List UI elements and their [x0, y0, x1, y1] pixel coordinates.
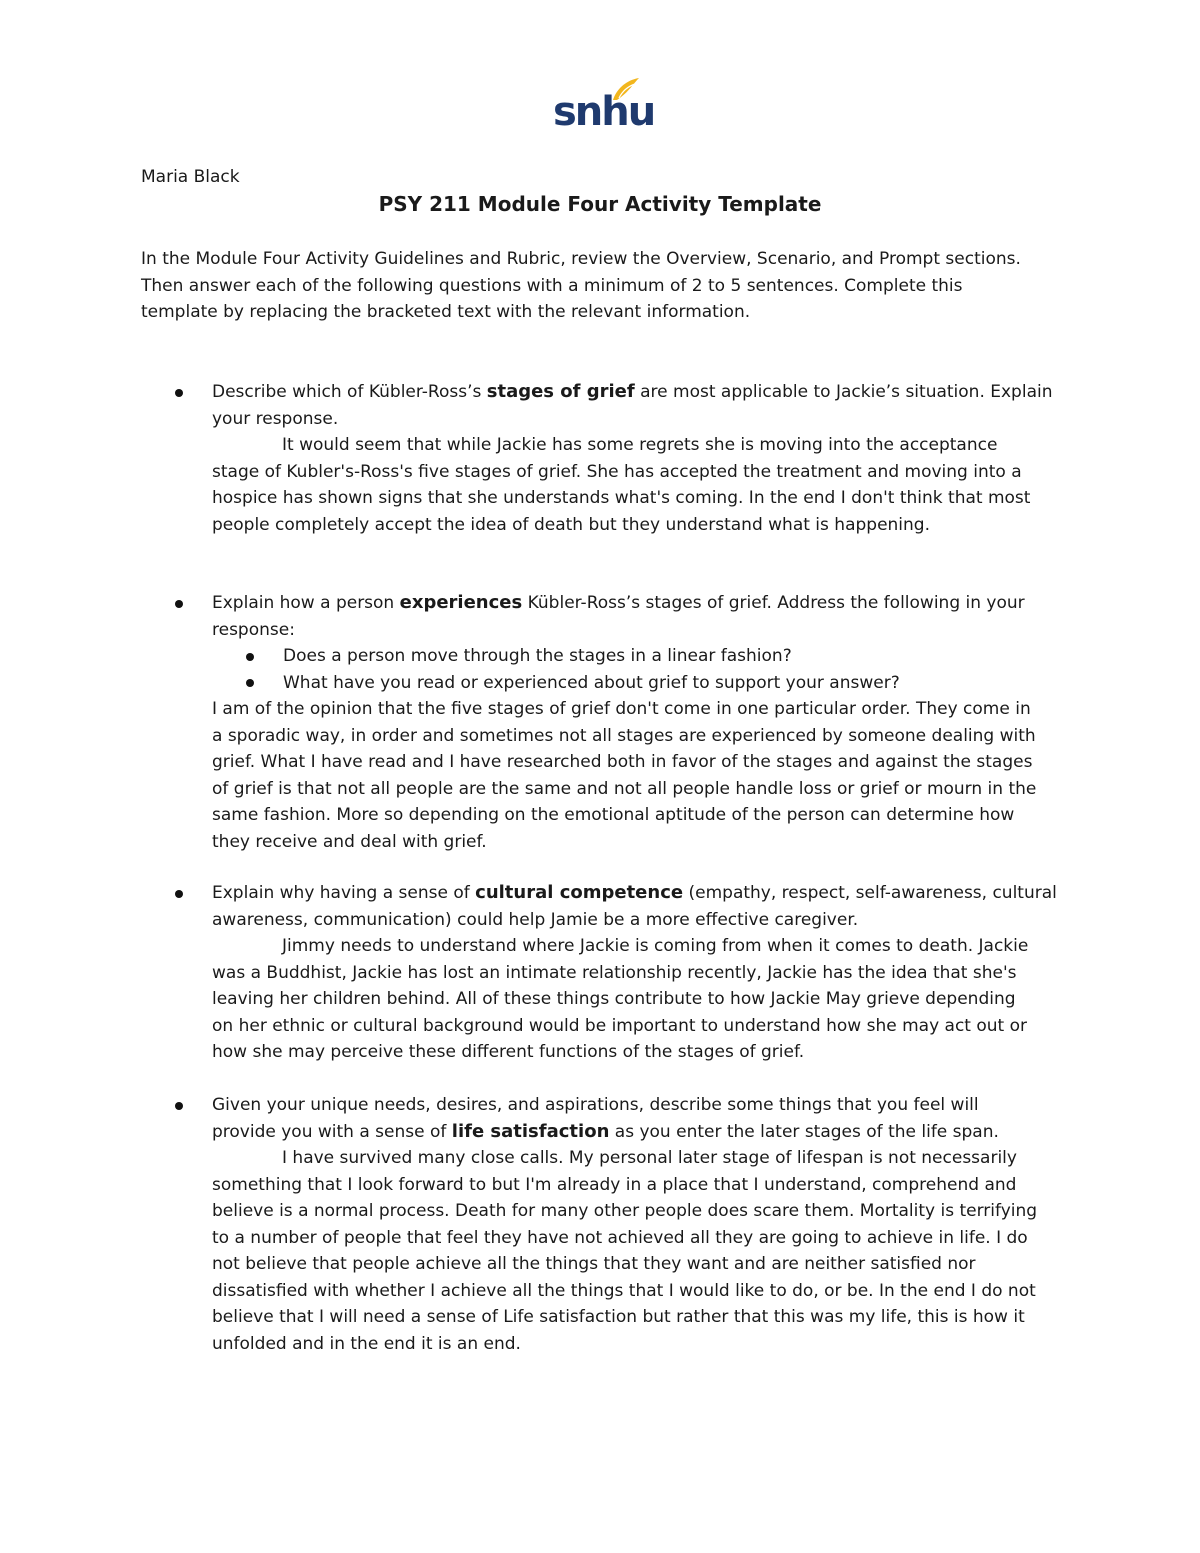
bullet-icon — [175, 890, 183, 898]
bullet-icon — [175, 600, 183, 608]
question-block-1 — [141, 379, 1061, 539]
answer-line: grief. What I have read and I have researched both in favor of the stages and against the stages — [212, 752, 1033, 772]
bullet-icon — [175, 1102, 183, 1110]
answer-line: It would seem that while Jackie has some regrets she is moving into the acceptance — [282, 435, 998, 455]
question-text — [212, 379, 1053, 538]
answer-line: was a Buddhist, Jackie has lost an intimate relationship recently, Jackie has the idea that she's — [212, 962, 1017, 983]
keyword: life satisfaction — [451, 1120, 610, 1142]
answer-text — [212, 1145, 1037, 1357]
snhu-logo — [553, 76, 655, 138]
answer-line: leaving her children behind. All of these things contribute to how Jackie May grieve depending — [212, 989, 1016, 1009]
answer-line: hospice has shown signs that she understands what's coming. In the end I don't think that most — [212, 488, 1031, 508]
intro-line: template by replacing the bracketed text with the relevant information. — [141, 302, 751, 322]
question-prompt-line: provide you with a sense of life satisfaction as you enter the later stages of the life span. — [212, 1120, 999, 1142]
answer-line: dissatisfied with whether I achieve all the things that I would like to do, or be. In the end I do not — [212, 1280, 1036, 1301]
answer-line: how she may perceive these different functions of the stages of grief. — [212, 1042, 805, 1062]
answer-line: believe that I will need a sense of Life satisfaction but rather that this was my life, this is how it — [212, 1307, 1025, 1327]
author-name: Maria Black — [141, 167, 240, 187]
sub-question: Does a person move through the stages in a linear fashion? — [283, 646, 792, 666]
question-prompt-line: Explain why having a sense of cultural competence (empathy, respect, self-awareness, cultural — [212, 882, 1057, 903]
answer-line: of grief is that not all people are the same and not all people handle loss or grief or mourn in the — [212, 778, 1037, 799]
answer-line: same fashion. More so depending on the emotional aptitude of the person can determine how — [212, 805, 1015, 825]
logo-wordmark: snhu — [553, 89, 655, 135]
keyword: cultural competence — [475, 882, 684, 903]
sub-question: What have you read or experienced about grief to support your answer? — [283, 672, 900, 693]
answer-line: I have survived many close calls. My personal later stage of lifespan is not necessarily — [282, 1148, 1017, 1168]
question-prompt-line: Explain how a person experiences Kübler-Ross’s stages of grief. Address the following in your — [212, 592, 1025, 613]
question-prompt-line: Given your unique needs, desires, and aspirations, describe some things that you feel will — [212, 1095, 979, 1115]
answer-line: Jimmy needs to understand where Jackie is coming from when it comes to death. Jackie — [282, 936, 1029, 956]
answer-line: something that I look forward to but I'm already in a place that I understand, comprehend and — [212, 1174, 1017, 1195]
answer-line: they receive and deal with grief. — [212, 831, 487, 852]
intro-paragraph — [141, 246, 1021, 326]
answer-line: a sporadic way, in order and sometimes not all stages are experienced by someone dealing with — [212, 725, 1036, 746]
answer-text — [212, 933, 1057, 1066]
question-text — [212, 1092, 1037, 1357]
answer-line: I am of the opinion that the five stages of grief don't come in one particular order. They come in — [212, 699, 1031, 719]
answer-line: to a number of people that feel they have not achieved all they are going to achieve in life. I do — [212, 1227, 1028, 1248]
question-text — [212, 590, 1036, 855]
answer-line: on her ethnic or cultural background would be important to understand how she may act out or — [212, 1015, 1028, 1036]
intro-line: Then answer each of the following questions with a minimum of 2 to 5 sentences. Complete this — [141, 275, 963, 296]
question-prompt-line: Describe which of Kübler-Ross’s stages of grief are most applicable to Jackie’s situation. Explain — [212, 381, 1053, 402]
question-block-2 — [141, 590, 1061, 860]
answer-text — [212, 432, 1053, 538]
keyword: stages of grief — [486, 381, 635, 402]
answer-line: people completely accept the idea of death but they understand what is happening. — [212, 514, 930, 535]
intro-line: In the Module Four Activity Guidelines and Rubric, review the Overview, Scenario, and Prompt sections. — [141, 249, 1021, 269]
question-prompt-line: response: — [212, 619, 295, 640]
answer-line: believe is a normal process. Death for many other people does scare them. Mortality is terrifying — [212, 1201, 1038, 1221]
question-prompt-line: awareness, communication) could help Jamie be a more effective caregiver. — [212, 909, 859, 930]
question-block-3 — [141, 880, 1061, 1070]
question-prompt-line: your response. — [212, 408, 339, 429]
keyword: experiences — [399, 592, 523, 613]
answer-line: not believe that people achieve all the things that they want and are neither satisfied nor — [212, 1254, 976, 1274]
answer-line: unfolded and in the end it is an end. — [212, 1333, 521, 1354]
document-title: PSY 211 Module Four Activity Template — [378, 192, 822, 216]
answer-text — [212, 696, 1036, 855]
bullet-icon — [175, 389, 183, 397]
question-text — [212, 880, 1057, 1066]
answer-line: stage of Kubler's-Ross's five stages of grief. She has accepted the treatment and moving into a — [212, 461, 1022, 482]
question-block-4 — [141, 1092, 1061, 1362]
